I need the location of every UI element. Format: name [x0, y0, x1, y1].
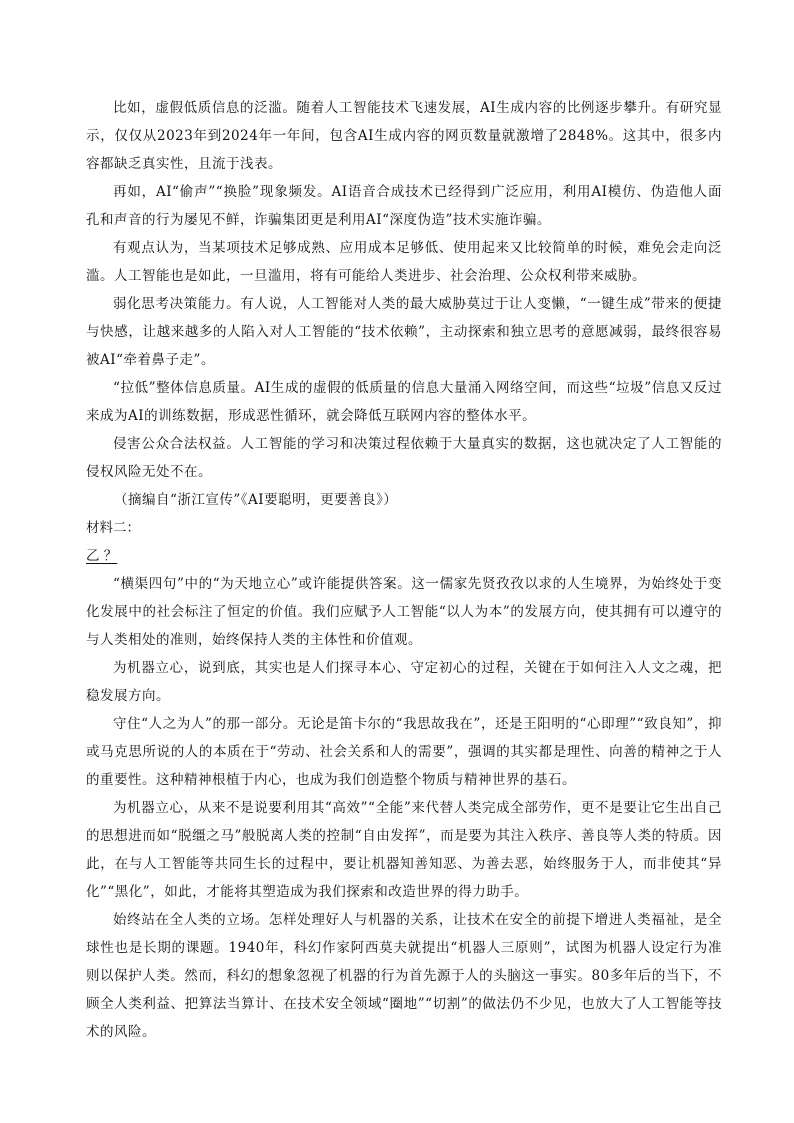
section-heading: 材料二：	[86, 520, 140, 536]
paragraph: 侵害公众合法权益。人工智能的学习和决策过程依赖于大量真实的数据，这也就决定了人工智能的侵权风险无处不在。	[86, 436, 722, 480]
document-body	[86, 94, 722, 1046]
paragraph: 为机器立心，说到底，其实也是人们探寻本心、守定初心的过程，关键在于如何注入人文之魂，把稳发展方向。	[86, 660, 722, 704]
paragraph: 再如，AI“偷声”“换脸”现象频发。AI语音合成技术已经得到广泛应用，利用AI模仿、伪造他人面孔和声音的行为屡见不鲜，诈骗集团更是利用AI“深度伪造”技术实施诈骗。	[86, 184, 722, 228]
paragraph: “拉低”整体信息质量。AI生成的虚假的低质量的信息大量涌入网络空间，而这些“垃圾”信息又反过来成为AI的训练数据，形成恶性循环，就会降低互联网内容的整体水平。	[86, 380, 722, 424]
paragraph: “横渠四句”中的“为天地立心”或许能提供答案。这一儒家先贤孜孜以求的人生境界，为始终处于变化发展中的社会标注了恒定的价值。我们应赋予人工智能“以人为本”的发展方向，使其拥有可以遵守的与人类相处的准则，始终保持人类的主体性和价值观。	[86, 576, 722, 648]
source-citation: （摘编自“浙江宣传”《AI要聪明，更要善良》）	[114, 492, 398, 508]
paragraph: 弱化思考决策能力。有人说，人工智能对人类的最大威胁莫过于让人变懒，“一键生成”带来的便捷与快感，让越来越多的人陷入对人工智能的“技术依赖”，主动探索和独立思考的意愿减弱，最终很容易被AI“牵着鼻子走”。	[86, 296, 722, 368]
paragraph: 比如，虚假低质信息的泛滥。随着人工智能技术飞速发展，AI生成内容的比例逐步攀升。有研究显示，仅仅从2023年到2024年一年间，包含AI生成内容的网页数量就激增了2848%。这其中，很多内容都缺乏真实性，且流于浅表。	[86, 100, 722, 172]
paragraph: 为机器立心，从来不是说要利用其“高效”“全能”来代替人类完成全部劳作，更不是要让它生出自己的思想进而如“脱缰之马”般脱离人类的控制“自由发挥”，而是要为其注入秩序、善良等人类的特质。因此，在与人工智能等共同生长的过程中，要让机器知善知恶、为善去恶，始终服务于人，而非使其“异化”“黑化”，如此，才能将其塑造成为我们探索和改造世界的得力助手。	[86, 800, 722, 900]
section-subtitle: 乙 ？	[86, 548, 118, 564]
paragraph: 守住“人之为人”的那一部分。无论是笛卡尔的“我思故我在”，还是王阳明的“心即理”“致良知”，抑或马克思所说的人的本质在于“劳动、社会关系和人的需要”，强调的其实都是理性、向善的精神之于人的重要性。这种精神根植于内心，也成为我们创造整个物质与精神世界的基石。	[86, 716, 722, 788]
paragraph: 有观点认为，当某项技术足够成熟、应用成本足够低、使用起来又比较简单的时候，难免会走向泛滥。人工智能也是如此，一旦滥用，将有可能给人类进步、社会治理、公众权利带来威胁。	[86, 240, 722, 284]
paragraph: 始终站在全人类的立场。怎样处理好人与机器的关系，让技术在安全的前提下增进人类福祉，是全球性也是长期的课题。1940年，科幻作家阿西莫夫就提出“机器人三原则”，试图为机器人设定行为准则以保护人类。然而，科幻的想象忽视了机器的行为首先源于人的头脑这一事实。80多年后的当下，不顾全人类利益、把算法当算计、在技术安全领域“圈地”“切割”的做法仍不少见，也放大了人工智能等技术的风险。	[86, 912, 722, 1040]
